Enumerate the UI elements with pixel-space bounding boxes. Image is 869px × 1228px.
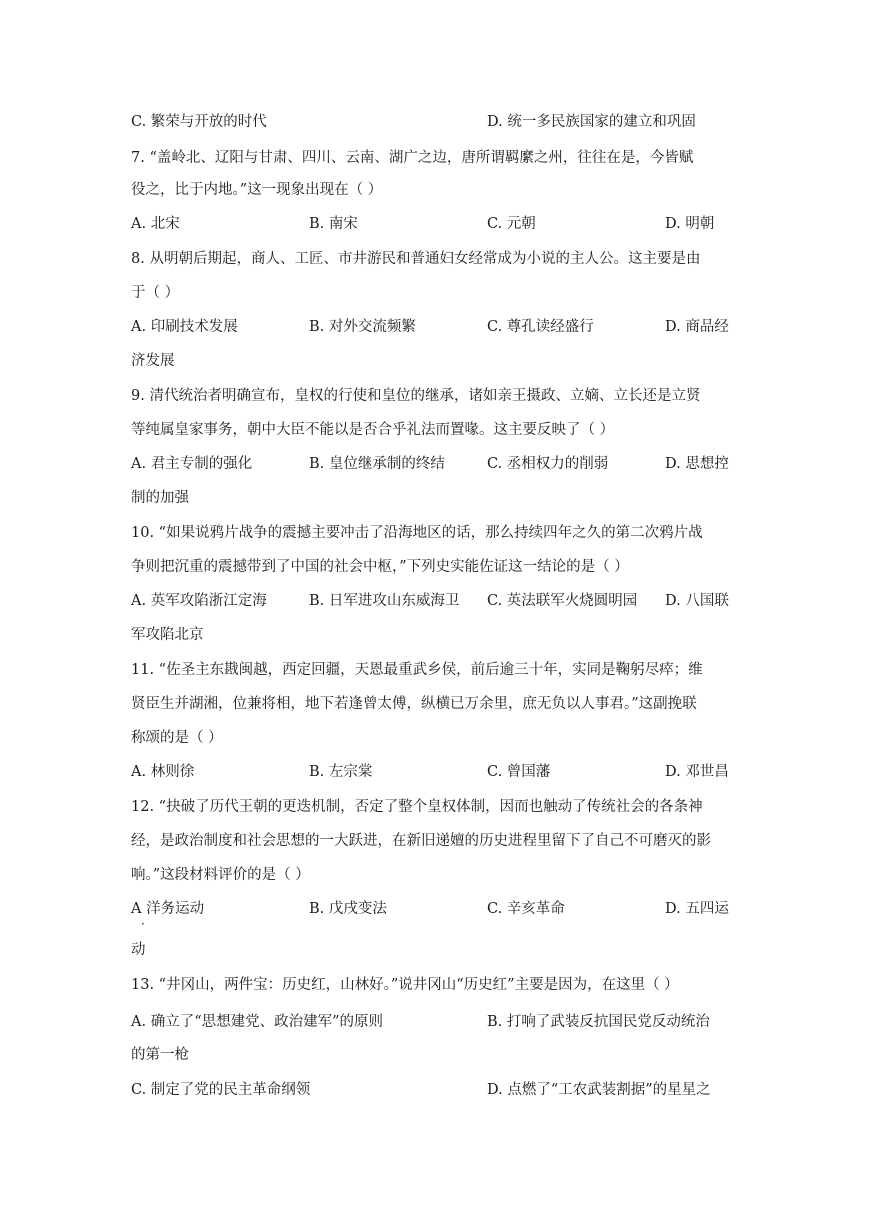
q8-stem-line1: 8. 从明朝后期起，商人、工匠、市井游民和普通妇女经常成为小说的主人公。这主要是由 (131, 251, 701, 267)
q8-option-a[interactable]: A. 印刷技术发展 (131, 319, 238, 335)
q7-option-b[interactable]: B. 南宋 (309, 216, 358, 232)
q12-stem-line1: 12. “抉破了历代王朝的更迭机制，否定了整个皇权体制，因而也触动了传统社会的各条神 (131, 799, 703, 815)
q9-option-a[interactable]: A. 君主专制的强化 (131, 456, 253, 472)
q10-option-d-wrap: 军攻陷北京 (131, 627, 204, 643)
q11-stem-line1: 11. “佐圣主东戡闽越，西定回疆，天恩最重武乡侯，前后逾三十年，实同是鞠躬尽瘁；维 (131, 662, 703, 678)
q7-stem-line2: 役之，比于内地。”这一现象出现在（ ） (131, 182, 383, 198)
q10-option-c[interactable]: C. 英法联军火烧圆明园 (487, 593, 638, 609)
q7-option-a[interactable]: A. 北宋 (131, 216, 180, 232)
q12-option-a[interactable]: A 洋务运动 (131, 901, 205, 917)
q12-option-a-dot-mark: · (141, 917, 145, 931)
q12-option-d-wrap: 动 (131, 942, 146, 958)
q10-stem-line1: 10. “如果说鸦片战争的震撼主要冲击了沿海地区的话，那么持续四年之久的第二次鸦片战 (131, 525, 703, 541)
q9-option-d[interactable]: D. 思想控 (665, 456, 729, 472)
q10-stem-line2: 争则把沉重的震撼带到了中国的社会中枢，”下列史实能佐证这一结论的是（ ） (131, 559, 629, 575)
q9-stem-line2: 等纯属皇家事务，朝中大臣不能以是否合乎礼法而置喙。这主要反映了（ ） (131, 422, 615, 438)
q13-stem-line1: 13. “井冈山，两件宝：历史红，山林好。”说井冈山“历史红”主要是因为，在这里（ ） (131, 977, 679, 993)
q11-option-a[interactable]: A. 林则徐 (131, 764, 195, 780)
q8-option-b[interactable]: B. 对外交流频繁 (309, 319, 416, 335)
q6-option-d[interactable]: D. 统一多民族国家的建立和巩固 (487, 114, 696, 130)
q10-option-b[interactable]: B. 日军进攻山东威海卫 (309, 593, 460, 609)
q8-option-d-wrap: 济发展 (131, 353, 175, 369)
q7-option-c[interactable]: C. 元朝 (487, 216, 536, 232)
q8-stem-line2: 于（ ） (131, 285, 180, 301)
q12-option-b[interactable]: B. 戊戌变法 (309, 901, 387, 917)
q13-option-b-wrap: 的第一枪 (131, 1047, 189, 1063)
q7-stem-line1: 7. “盖岭北、辽阳与甘肃、四川、云南、湖广之边，唐所谓羁縻之州，往往在是，今皆赋 (131, 150, 694, 166)
q11-stem-line3: 称颂的是（ ） (131, 730, 223, 746)
q12-option-c[interactable]: C. 辛亥革命 (487, 901, 565, 917)
q9-option-c[interactable]: C. 丞相权力的削弱 (487, 456, 609, 472)
q11-stem-line2: 贤臣生并湖湘，位兼将相，地下若逢曾太傅，纵横已万余里，庶无负以人事君。”这副挽联 (131, 696, 697, 712)
q11-option-d[interactable]: D. 邓世昌 (665, 764, 729, 780)
q9-stem-line1: 9. 清代统治者明确宣布，皇权的行使和皇位的继承，诸如亲王摄政、立嫡、立长还是立贤 (131, 388, 701, 404)
q7-option-d[interactable]: D. 明朝 (665, 216, 715, 232)
q12-stem-line2: 经，是政治制度和社会思想的一大跃进，在新旧递嬗的历史进程里留下了自己不可磨灭的影 (131, 833, 711, 849)
q9-option-b[interactable]: B. 皇位继承制的终结 (309, 456, 445, 472)
q12-option-d[interactable]: D. 五四运 (665, 901, 729, 917)
q12-stem-line3: 响。”这段材料评价的是（ ） (131, 867, 310, 883)
q8-option-c[interactable]: C. 尊孔读经盛行 (487, 319, 594, 335)
q10-option-d[interactable]: D. 八国联 (665, 593, 729, 609)
q11-option-c[interactable]: C. 曾国藩 (487, 764, 551, 780)
q8-option-d[interactable]: D. 商品经 (665, 319, 729, 335)
q13-option-c[interactable]: C. 制定了党的民主革命纲领 (131, 1082, 311, 1098)
q13-option-d[interactable]: D. 点燃了“工农武装割据”的星星之 (487, 1082, 711, 1098)
q11-option-b[interactable]: B. 左宗棠 (309, 764, 373, 780)
q13-option-a[interactable]: A. 确立了“思想建党、政治建军”的原则 (131, 1014, 384, 1030)
q9-option-d-wrap: 制的加强 (131, 490, 189, 506)
q6-option-c[interactable]: C. 繁荣与开放的时代 (131, 114, 267, 130)
q10-option-a[interactable]: A. 英军攻陷浙江定海 (131, 593, 267, 609)
q13-option-b[interactable]: B. 打响了武装反抗国民党反动统治 (487, 1014, 710, 1030)
